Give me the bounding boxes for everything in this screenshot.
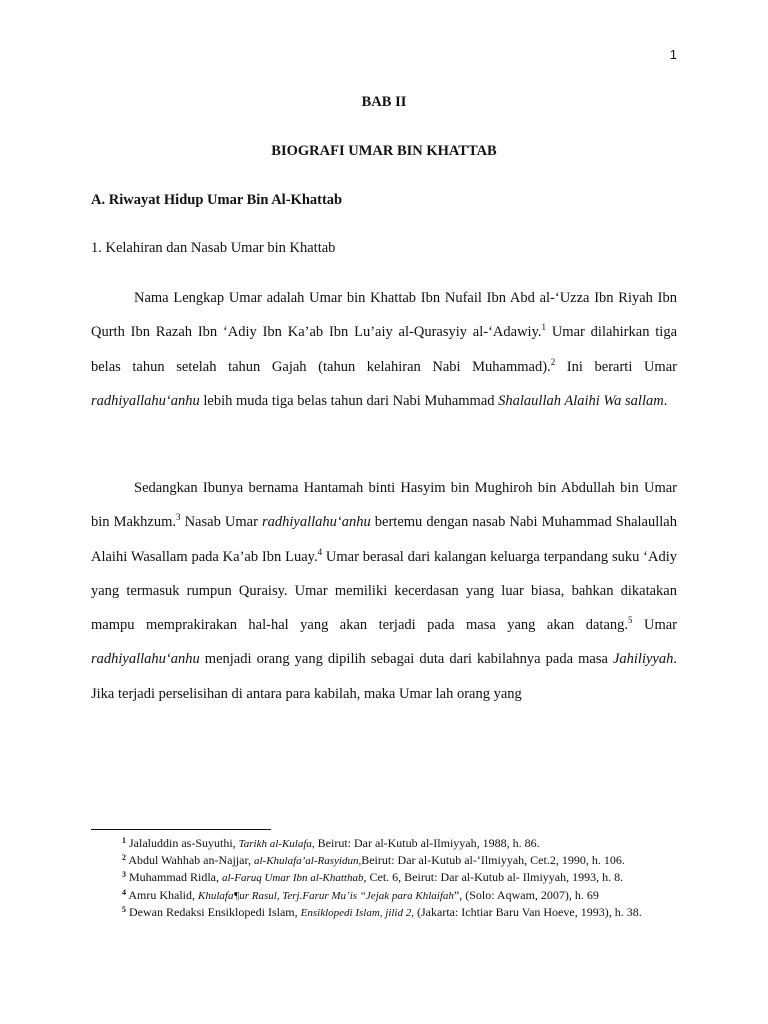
footnotes bbox=[91, 835, 677, 921]
footnote-ref-1[interactable]: 1 bbox=[541, 322, 547, 333]
footnote-ref-4[interactable]: 4 bbox=[317, 546, 323, 557]
chapter-title: BIOGRAFI UMAR BIN KHATTAB bbox=[271, 143, 497, 159]
footnote-ref-2[interactable]: 2 bbox=[550, 356, 556, 367]
section-heading: A. Riwayat Hidup Umar Bin Al-Khattab bbox=[91, 192, 343, 208]
footnote-4: $^4$ Amru Khalid, Khulafa¶ur Rasul, Terj.Farur Mu’is “Jejak para Khlaifah”, (Solo: Aqwam, 2007), h. 69 bbox=[122, 887, 599, 902]
paragraph-ibu: Sedangkan Ibunya bernama Hantamah binti Hasyim bin Mughiroh bin Abdullah bin Umar bin Makhzum.$^3$ Nasab Umar radhiyallahu‘anhu bertemu dengan nasab Nabi Muhammad Shalaullah Alaihi Wasallam pada Ka’ab Ibn Luay.$^4$ Umar berasal dari kalangan keluarga terpandang suku ‘Adiy yang termasuk rumpun Quraisy. Umar memiliki kecerdasan yang luar biasa, bahkan dikatakan mampu memprakirakan hal-hal yang akan terjadi pada masa yang akan datang.$^5$ Umar radhiyallahu‘anhu menjadi orang yang dipilih sebagai duta dari kabilahnya pada masa Jahiliyyah. Jika terjadi perselisihan di antara para kabilah, maka Umar lah orang yang bbox=[91, 480, 678, 702]
footnote-3: $^3$ Muhammad Ridla, al-Faruq Umar Ibn al-Khatthab, Cet. 6, Beirut: Dar al-Kutub al- Ilmiyyah, 1993, h. 8. bbox=[122, 870, 624, 885]
subsection-heading: 1. Kelahiran dan Nasab Umar bin Khattab bbox=[91, 240, 336, 256]
page-number: 1 bbox=[669, 47, 677, 62]
footnote-1: $^1$ Jalaluddin as-Suyuthi, Tarikh al-Kulafa, Beirut: Dar al-Kutub al-Ilmiyyah, 1988, h. 86. bbox=[122, 836, 540, 850]
footnote-ref-3[interactable]: 3 bbox=[176, 512, 181, 523]
chapter-heading: BAB II bbox=[361, 94, 407, 110]
footnote-ref-5[interactable]: 5 bbox=[628, 615, 633, 626]
footnote-separator bbox=[91, 829, 271, 830]
footnote-5: $^5$ Dewan Redaksi Ensiklopedi Islam, Ensiklopedi Islam, jilid 2, (Jakarta: Ichtiar Baru Van Hoeve, 1993), h. 38. bbox=[122, 904, 642, 919]
paragraph-nasab: Nama Lengkap Umar adalah Umar bin Khattab Ibn Nufail Ibn Abd al-‘Uzza Ibn Riyah Ibn Qurth Ibn Razah Ibn ‘Adiy Ibn Ka’ab Ibn Lu’aiy al-Qurasyiy al-‘Adawiy.$^1$ Umar dilahirkan tiga belas tahun setelah tahun Gajah (tahun kelahiran Nabi Muhammad).$^2$ Ini berarti Umar radhiyallahu‘anhu lebih muda tiga belas tahun dari Nabi Muhammad Shalaullah Alaihi Wa sallam. bbox=[91, 290, 678, 409]
footnote-2: $^2$ Abdul Wahhab an-Najjar, al-Khulafa’al-Rasyidun,Beirut: Dar al-Kutub al-‘Ilmiyyah, Cet.2, 1990, h. 106. bbox=[122, 853, 625, 868]
